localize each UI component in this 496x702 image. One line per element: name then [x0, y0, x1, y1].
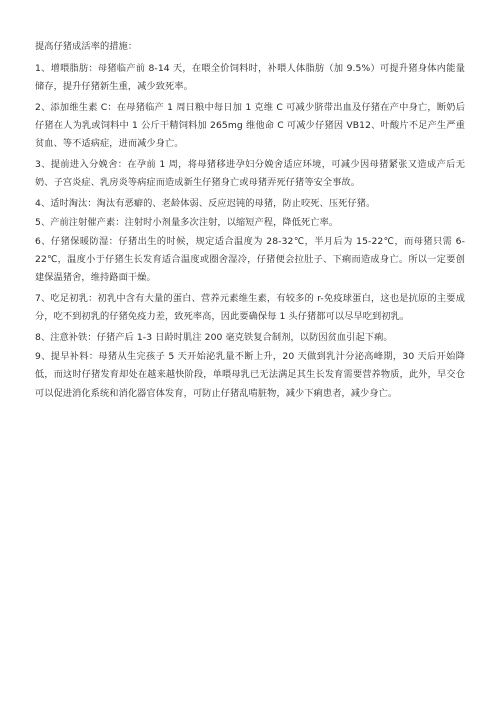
paragraph-1: 1、增喂脂肪：母猪临产前 8-14 天，在喂全价饲料时，补喂人体脂肪（加 9.5%）可提升猪身体内能量储存，提升仔猪新生重，减少致死率。: [35, 62, 465, 92]
document-body: [35, 38, 465, 405]
document-title: 提高仔猪成活率的措施：: [35, 41, 138, 52]
paragraph-7: 7、吃足初乳：初乳中含有大量的蛋白、营养元素维生素，有较多的 r-免疫球蛋白，这也是抗原的主要成分，吃不到初乳的仔猪免疫力差，致死率高，因此要确保每 1 头仔猪都可以尽早吃到初乳。: [35, 293, 465, 323]
paragraph-2: 2、添加维生素 C：在母猪临产 1 周日粮中每日加 1 克维 C 可减少脐带出血及仔猪在产中身亡，断奶后仔猪在人为乳或饲料中 1 公斤干精饲料加 265mg 维他命 C 可减少仔猪因 VB12、叶酸片不足产生严重贫血、等不适病症，进而减少身亡。: [35, 101, 465, 150]
paragraph-9: 9、提早补料：母猪从生完孩子 5 天开始泌乳量不断上升，20 天做到乳汁分泌高峰期，30 天后开始降低，而这时仔猪发育却处在越来越快阶段，单喂母乳已无法满足其生长发育需要营养物质，此外，早交仓可以促进消化系统和消化器官体发育，可防止仔猪乱啃脏物，减少下痢患者，减少身亡。: [35, 351, 465, 399]
paragraph-5: 5、产前注射催产素：注射时小剂量多次注射，以缩短产程，降低死亡率。: [35, 216, 339, 228]
paragraph-4: 4、适时淘汰：淘汰有恶癖的、老龄体弱、反应迟钝的母猪，防止咬死、压死仔猪。: [35, 197, 376, 209]
paragraph-3: 3、提前进入分娩舍：在孕前 1 周，将母猪移进孕妇分娩舍适应环境，可减少因母猪紧张又造成产后无奶、子宫炎症、乳房炎等病症而造成新生仔猪身亡或母猪弄死仔猪等安全事故。: [35, 158, 465, 189]
paragraph-8: 8、注意补铁：仔猪产后 1-3 日龄时肌注 200 毫克铁复合制剂，以防因贫血引起下痢。: [35, 332, 393, 344]
paragraph-6: 6、仔猪保暖防湿：仔猪出生的时候，规定适合温度为 28-32℃，半月后为 15-22℃，而母猪只需 6-22℃，温度小于仔猪生长发育适合温度或圈舍湿冷，仔猪便会拉肚子、下痢而造成身亡。所以一定要创建保温猪舍，维持路面干燥。: [35, 235, 465, 284]
